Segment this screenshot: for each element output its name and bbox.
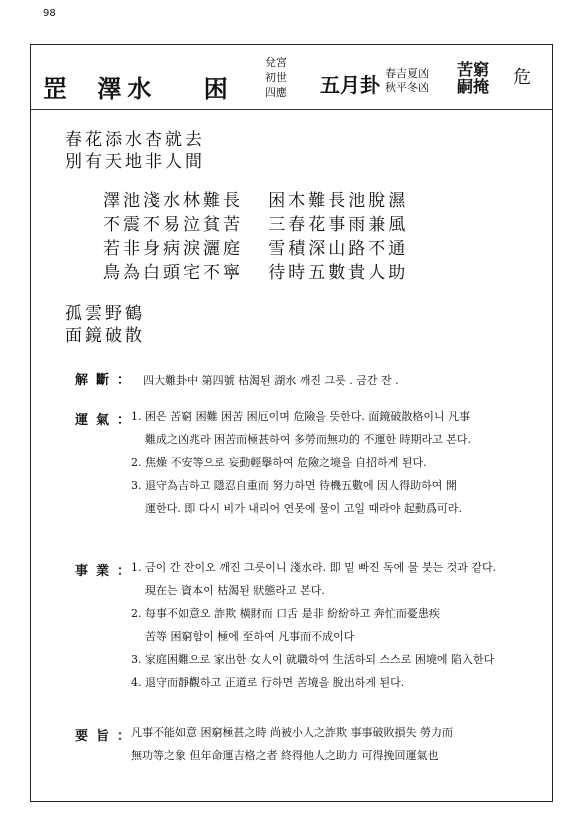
jie-section (75, 369, 399, 392)
phrases (65, 303, 145, 347)
list-item: 1. 금이 간 잔이오 깨진 그릇이니 淺水라. 即 밑 빠진 독에 물 붓는 것과 같다. (131, 561, 497, 574)
gua-title (43, 69, 248, 104)
list-item: 2. 焦燥 不安等으로 妄動輕擧하여 危險之境을 自招하게 된다. (131, 456, 427, 469)
list-item: 現在는 資本이 枯渴된 狀態라고 본다. (145, 584, 325, 597)
palace-info (265, 55, 287, 100)
gua-trigrams: 澤水 (97, 74, 158, 103)
verse-left: 澤池淺水林難長 (103, 191, 243, 211)
keyword-line: 嗣掩 (457, 77, 490, 96)
verse-left: 不震不易泣貧苦 (103, 215, 243, 235)
keyword-line: 苦窮 (457, 60, 490, 79)
yaozhi-line: 無功等之象 但年命運吉格之者 終得他人之助力 可得挽回運氣也 (131, 749, 439, 762)
poem-line: 春花添水杏就去 (65, 130, 205, 150)
verse-row (103, 213, 408, 237)
list-item: 1. 困은 苦窮 困難 困苦 困厄이며 危險을 뜻한다. 面鏡破散格이니 凡事 (131, 410, 471, 423)
verse-row (103, 189, 408, 213)
danger-mark: 危 (513, 67, 531, 88)
poem-line: 別有天地非人間 (65, 152, 205, 172)
season-line: 春吉夏凶 (385, 67, 429, 80)
verses (103, 189, 408, 285)
verse-left: 若非身病淚灑庭 (103, 239, 243, 259)
yunqi-label: 運氣： (75, 413, 139, 428)
jie-label: 解斷： (75, 373, 139, 388)
list-item: 2. 每事不如意오 詐欺 橫財而 口舌 是非 紛紛하고 奔忙而憂患疾 (131, 607, 440, 620)
gua-name: 困 (203, 74, 230, 103)
list-item: 難成之凶兆라 困苦而極甚하여 多勞而無功的 不運한 時期라고 본다. (145, 433, 471, 446)
palace-line: 兌宮 (265, 56, 287, 69)
yaozhi-text (131, 721, 453, 767)
yaozhi-label: 要旨： (75, 729, 139, 744)
yaozhi-line: 凡事不能如意 困窮極甚之時 尚被小人之詐欺 事事破敗損失 勞力而 (131, 726, 453, 739)
verse-right: 雪積深山路不通 (268, 239, 409, 259)
list-item: 運한다. 即 다시 비가 내리어 연못에 물이 고일 때라야 起動爲可라. (145, 502, 462, 515)
gua-symbol: 罡 (43, 74, 69, 103)
season-info (385, 67, 429, 95)
jie-text: 四大難卦中 第四號 枯渴된 湖水 깨진 그릇 . 금간 잔 . (143, 374, 399, 387)
phrase-line: 孤雲野鶴 (65, 304, 145, 324)
poem (65, 129, 205, 173)
list-item: 4. 退守而靜觀하고 正道로 行하면 苦境을 脫出하게 된다. (131, 676, 405, 689)
verse-right: 困木難長池脫濕 (268, 191, 409, 211)
keywords (457, 61, 489, 95)
palace-line: 四應 (265, 86, 287, 99)
page-frame (30, 44, 553, 802)
list-item: 3. 家庭困難으로 家出한 女人이 就職하여 生活하되 스스로 困境에 陷入한다 (131, 653, 495, 666)
list-item: 3. 退守為吉하고 隱忍自重而 努力하면 待機五數에 因人得助하여 開 (131, 479, 457, 492)
header-divider (31, 109, 552, 110)
palace-line: 初世 (265, 71, 287, 84)
month-label: 五月卦 (320, 73, 380, 97)
phrase-line: 面鏡破散 (65, 326, 145, 346)
verse-left: 鳥為白頭宅不寧 (103, 263, 243, 283)
verse-right: 待時五數貴人助 (268, 263, 409, 283)
season-line: 秋平冬凶 (385, 81, 429, 94)
page-number: 98 (43, 8, 56, 19)
shiye-label: 事業： (75, 564, 139, 579)
list-item: 苦等 困窮함이 極에 至하여 凡事而不成이다 (145, 630, 355, 643)
verse-row (103, 261, 408, 285)
verse-row (103, 237, 408, 261)
yunqi-list (131, 405, 471, 520)
verse-right: 三春花事雨兼風 (268, 215, 409, 235)
shiye-list (131, 556, 496, 694)
